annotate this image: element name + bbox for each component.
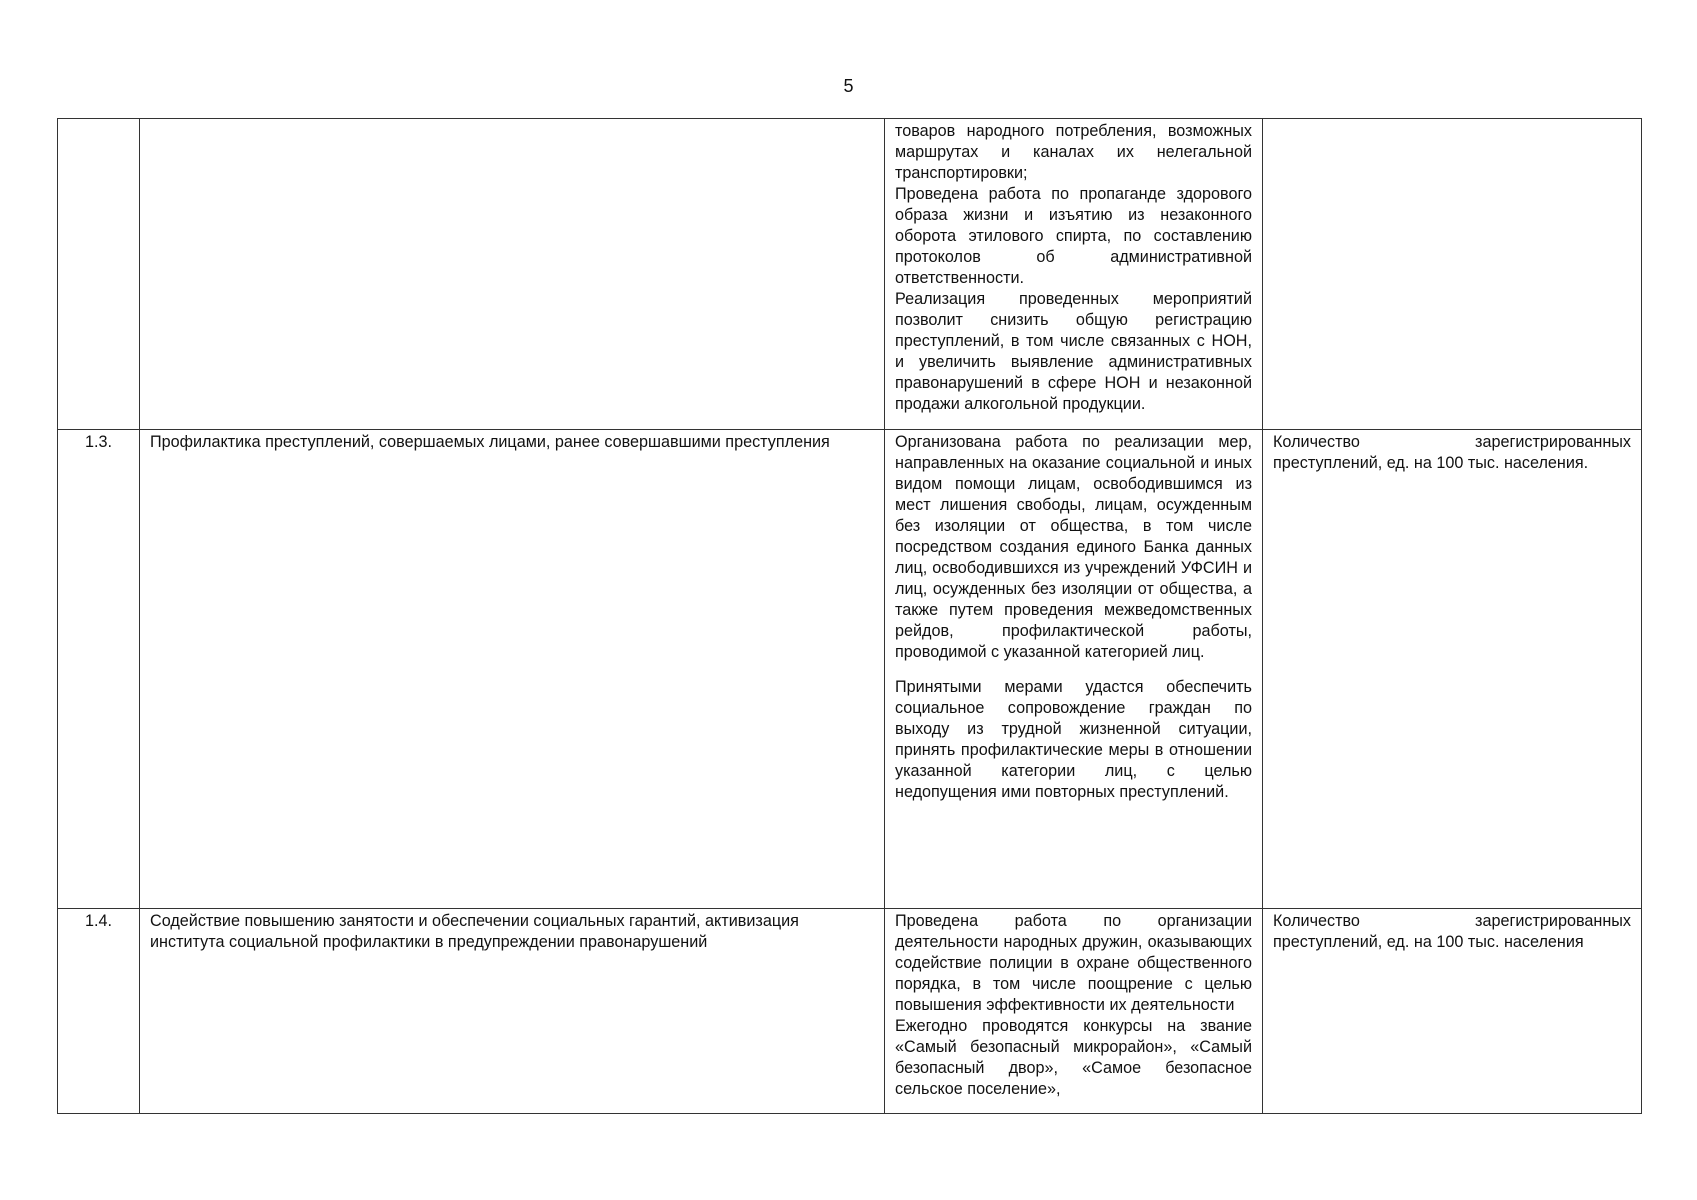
measures-table [57,118,1642,1114]
item-number: 1.4. [58,909,140,1114]
result-cell [885,119,1263,430]
result-paragraph: Принятыми мерами удастся обеспечить социальное сопровождение граждан по выходу из трудной жизненной ситуации, принять профилактические меры в отношении указанной категории лиц, с целью недопущения ими повторных преступлений. [895,678,1252,801]
result-paragraph: Проведена работа по организации деятельности народных дружин, оказывающих содействие полиции в охране общественного порядка, в том числе поощрение с целью повышения эффективности их деятельности [895,912,1252,1014]
measure-name [140,119,885,430]
indicator-cell [1263,119,1642,430]
item-number [58,119,140,430]
result-cell [885,909,1263,1114]
measure-name: Профилактика преступлений, совершаемых лицами, ранее совершавшими преступления [140,430,885,909]
result-paragraph: Проведена работа по пропаганде здорового образа жизни и изъятию из незаконного оборота этилового спирта, по составлению протоколов об административной ответственности. [895,185,1252,287]
table-row [58,909,1642,1114]
result-paragraph: Реализация проведенных мероприятий позволит снизить общую регистрацию преступлений, в том числе связанных с НОН, и увеличить выявление административных правонарушений в сфере НОН и незаконной продажи алкогольной продукции. [895,290,1252,413]
item-number: 1.3. [58,430,140,909]
result-cell [885,430,1263,909]
result-paragraph: Организована работа по реализации мер, направленных на оказание социальной и иных видом помощи лицам, освободившимся из мест лишения свободы, лицам, осужденным без изоляции от общества, в том числе посредством создания единого Банка данных лиц, освободившихся из учреждений УФСИН и лиц, осужденных без изоляции от общества, а также путем проведения межведомственных рейдов, профилактической работы, проводимой с указанной категорией лиц. [895,433,1252,661]
table-row [58,430,1642,909]
indicator-cell: Количество зарегистрированных преступлений, ед. на 100 тыс. населения. [1263,430,1642,909]
result-paragraph: товаров народного потребления, возможных маршрутах и каналах их нелегальной транспортировки; [895,122,1252,182]
page-number: 5 [843,76,854,96]
result-paragraph: Ежегодно проводятся конкурсы на звание «Самый безопасный микрорайон», «Самый безопасный двор», «Самое безопасное сельское поселение», [895,1017,1252,1098]
measure-name: Содействие повышению занятости и обеспечении социальных гарантий, активизация института социальной профилактики в предупреждении правонарушений [140,909,885,1114]
table-row [58,119,1642,430]
indicator-cell: Количество зарегистрированных преступлений, ед. на 100 тыс. населения [1263,909,1642,1114]
